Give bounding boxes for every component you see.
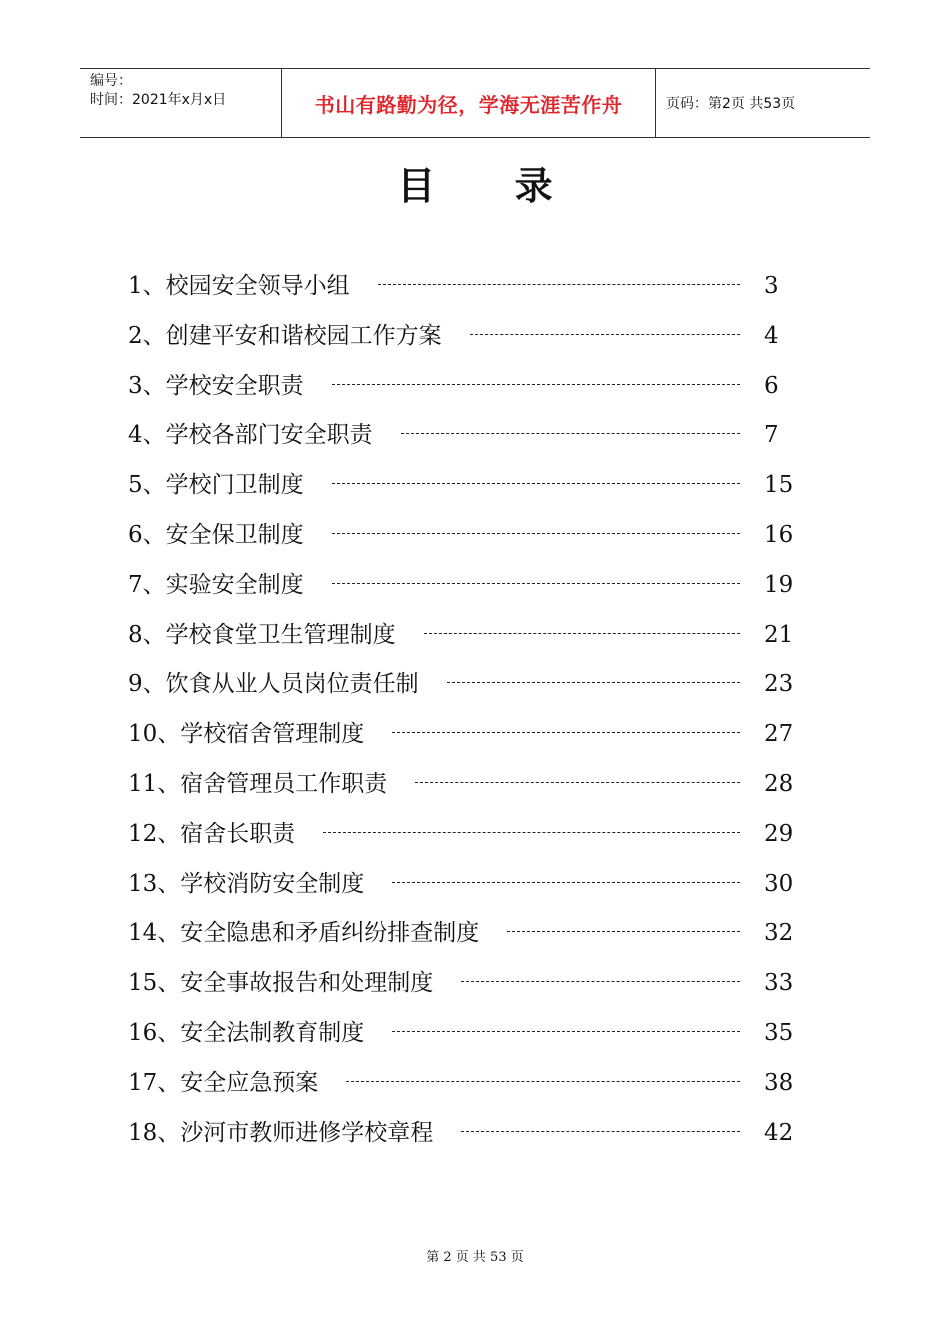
toc-dot-leader (401, 433, 740, 434)
toc-entry-title: 18、沙河市教师进修学校章程 (128, 1119, 434, 1146)
header-meta-cell (80, 69, 282, 137)
toc-entry (128, 314, 808, 364)
toc-entry-title: 8、学校食堂卫生管理制度 (128, 621, 396, 648)
toc-entry-page-number: 32 (764, 920, 794, 947)
table-of-contents (128, 264, 808, 1160)
toc-entry-page-number: 21 (764, 621, 794, 648)
toc-entry-page-number: 42 (764, 1119, 794, 1146)
toc-dot-leader (332, 583, 740, 584)
toc-dot-leader (378, 284, 740, 285)
toc-entry-title: 9、饮食从业人员岗位责任制 (128, 671, 419, 698)
toc-entry-title: 12、宿舍长职责 (128, 820, 296, 847)
toc-dot-leader (332, 384, 740, 385)
toc-entry-title: 1、校园安全领导小组 (128, 273, 350, 299)
toc-entry-title: 6、安全保卫制度 (128, 521, 304, 548)
toc-entry-title: 5、学校门卫制度 (128, 472, 304, 499)
toc-entry-page-number: 16 (764, 521, 794, 548)
toc-entry-page-number: 15 (764, 472, 794, 499)
toc-entry-page-number: 35 (764, 1019, 794, 1046)
header-table (80, 68, 870, 138)
toc-entry-page-number: 28 (764, 770, 794, 797)
header-motto-cell (282, 69, 656, 137)
toc-entry-title: 4、学校各部门安全职责 (128, 422, 373, 449)
toc-entry (128, 1061, 808, 1111)
toc-entry-title: 10、学校宿舍管理制度 (128, 721, 365, 748)
toc-entry-page-number: 3 (764, 273, 779, 299)
toc-entry-title: 16、安全法制教育制度 (128, 1019, 365, 1046)
toc-entry (128, 1111, 808, 1161)
toc-entry (128, 613, 808, 663)
toc-entry (128, 762, 808, 812)
toc-entry-page-number: 7 (764, 422, 779, 449)
toc-entry (128, 961, 808, 1011)
toc-entry-page-number: 38 (764, 1069, 794, 1096)
page-info-text: 页码：第2页 共53页 (666, 96, 796, 112)
toc-dot-leader (461, 1131, 740, 1132)
toc-entry-page-number: 19 (764, 571, 794, 598)
toc-entry (128, 1011, 808, 1061)
toc-entry (128, 364, 808, 414)
toc-entry-page-number: 6 (764, 372, 779, 399)
toc-entry (128, 662, 808, 712)
toc-entry-page-number: 27 (764, 721, 794, 748)
toc-dot-leader (415, 782, 740, 783)
toc-entry-page-number: 4 (764, 322, 779, 349)
toc-entry-title: 15、安全事故报告和处理制度 (128, 970, 434, 997)
time-label: 时间：2021年x月x日 (90, 92, 227, 108)
toc-entry (128, 862, 808, 912)
toc-entry-title: 17、安全应急预案 (128, 1069, 319, 1096)
toc-entry-title: 2、创建平安和谐校园工作方案 (128, 322, 442, 349)
toc-dot-leader (332, 483, 740, 484)
toc-entry-page-number: 29 (764, 820, 794, 847)
motto-text: 书山有路勤为径，学海无涯苦作舟 (314, 92, 623, 117)
toc-entry (128, 463, 808, 513)
toc-entry-title: 3、学校安全职责 (128, 372, 304, 399)
toc-entry-title: 11、宿舍管理员工作职责 (128, 770, 388, 797)
toc-dot-leader (447, 682, 740, 683)
toc-dot-leader (424, 633, 740, 634)
page-title: 目 录 (397, 164, 553, 208)
toc-entry (128, 264, 808, 314)
toc-dot-leader (461, 981, 740, 982)
toc-dot-leader (392, 1031, 740, 1032)
header-page-cell (656, 69, 870, 137)
toc-entry-title: 14、安全隐患和矛盾纠纷排查制度 (128, 920, 480, 947)
toc-entry (128, 513, 808, 563)
toc-entry (128, 812, 808, 862)
toc-dot-leader (332, 533, 740, 534)
page-footer: 第 2 页 共 53 页 (426, 1250, 524, 1265)
toc-entry (128, 911, 808, 961)
toc-entry-title: 13、学校消防安全制度 (128, 870, 365, 897)
toc-dot-leader (392, 882, 740, 883)
toc-entry-page-number: 33 (764, 970, 794, 997)
toc-dot-leader (507, 931, 740, 932)
toc-dot-leader (346, 1081, 740, 1082)
toc-entry (128, 563, 808, 613)
toc-entry-title: 7、实验安全制度 (128, 571, 304, 598)
toc-entry (128, 413, 808, 463)
toc-dot-leader (392, 732, 740, 733)
serial-number-label: 编号： (90, 73, 132, 89)
toc-dot-leader (470, 334, 740, 335)
toc-entry (128, 712, 808, 762)
toc-entry-page-number: 23 (764, 671, 794, 698)
toc-dot-leader (323, 832, 740, 833)
toc-entry-page-number: 30 (764, 870, 794, 897)
